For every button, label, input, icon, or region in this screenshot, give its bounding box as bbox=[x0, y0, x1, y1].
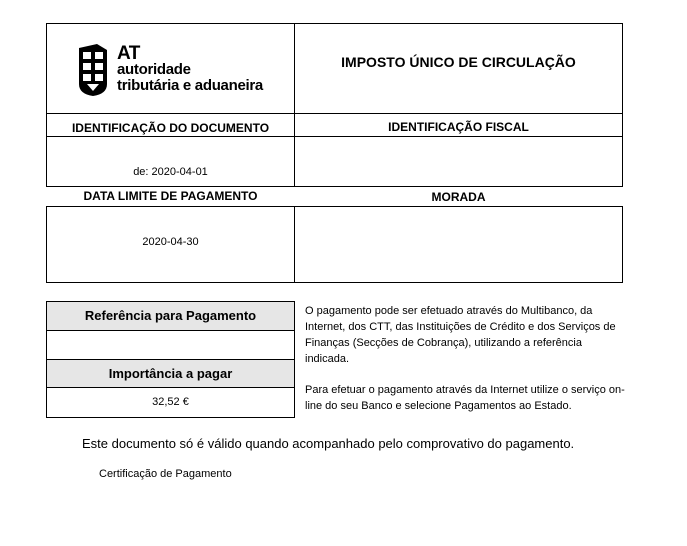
payment-reference-label: Referência para Pagamento bbox=[47, 302, 294, 331]
fiscal-identification-label: IDENTIFICAÇÃO FISCAL bbox=[388, 120, 529, 134]
address-cell bbox=[294, 206, 623, 283]
payment-reference-value bbox=[47, 331, 294, 360]
logo-line3: tributária e aduaneira bbox=[117, 77, 263, 94]
payment-info-paragraph-1: O pagamento pode ser efetuado através do Multibanco, da Internet, dos CTT, das Instituições de Crédito e dos Serviços de Finanças (Secções de Cobrança), utilizando a referência indicada. bbox=[305, 305, 616, 365]
logo-cell bbox=[46, 23, 295, 114]
amount-due-value: 32,52 € bbox=[152, 396, 189, 408]
payment-deadline-cell bbox=[46, 206, 295, 283]
logo-line1: AT bbox=[117, 43, 140, 64]
logo-line2: autoridade bbox=[117, 61, 191, 78]
payment-deadline-label: DATA LIMITE DE PAGAMENTO bbox=[83, 189, 258, 203]
doc-date: de: 2020-04-01 bbox=[133, 166, 208, 178]
doc-identification-divider bbox=[46, 136, 295, 137]
validity-note: Este documento só é válido quando acompanhado pelo comprovativo do pagamento. bbox=[82, 436, 575, 451]
doc-identification-label: IDENTIFICAÇÃO DO DOCUMENTO bbox=[71, 121, 270, 135]
payment-info-paragraph-2: Para efetuar o pagamento através da Internet utilize o serviço on-line do seu Banco e selecione Pagamentos ao Estado. bbox=[305, 384, 625, 412]
payment-certification-label: Certificação de Pagamento bbox=[99, 468, 232, 480]
amount-due-label: Importância a pagar bbox=[47, 360, 294, 388]
payment-deadline-value: 2020-04-30 bbox=[142, 236, 199, 248]
title-cell bbox=[294, 23, 623, 114]
address-label: MORADA bbox=[431, 190, 486, 204]
document-title: IMPOSTO ÚNICO DE CIRCULAÇÃO bbox=[341, 54, 576, 70]
fiscal-identification-divider bbox=[294, 136, 623, 137]
at-logo-icon bbox=[77, 44, 109, 96]
